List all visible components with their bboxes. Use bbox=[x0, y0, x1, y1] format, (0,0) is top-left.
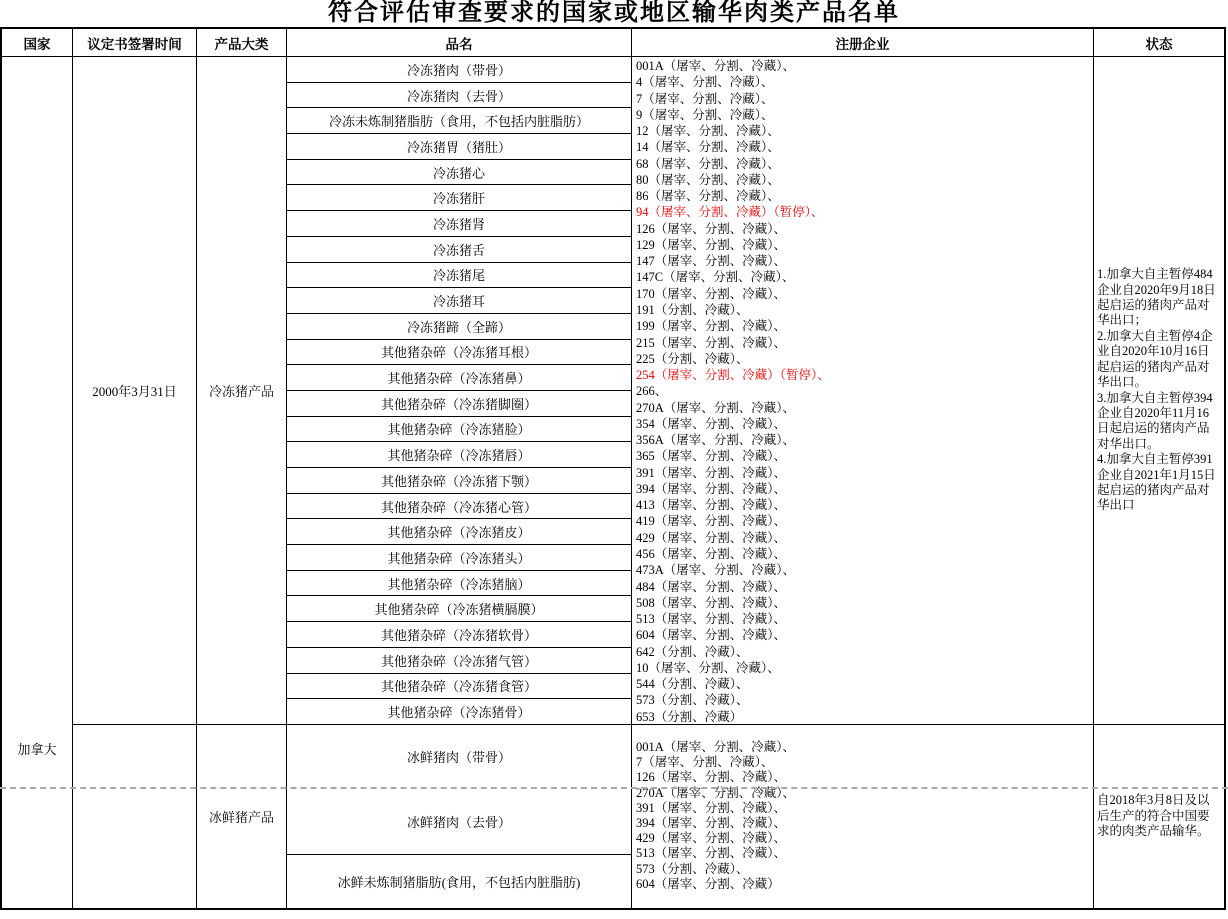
enterprise-line: 254（屠宰、分割、冷藏）（暂停）、 bbox=[636, 368, 830, 383]
enterprise-line: 147C（屠宰、分割、冷藏）、 bbox=[636, 270, 795, 285]
status-item: 1.加拿大自主暂停484企业自2020年9月18日起启运的猪肉产品对华出口； bbox=[1097, 267, 1216, 328]
enterprise-line: 513（屠宰、分割、冷藏）、 bbox=[636, 612, 787, 627]
category-cell-frozen: 冷冻猪产品 bbox=[197, 57, 286, 725]
column-country bbox=[2, 57, 73, 908]
page-break-dashed-line bbox=[0, 787, 1228, 789]
product-row: 其他猪杂碎（冷冻猪皮） bbox=[287, 519, 631, 545]
enterprise-line: 80（屠宰、分割、冷藏）、 bbox=[636, 172, 780, 187]
enterprise-line: 642（分割、冷藏）、 bbox=[636, 644, 749, 659]
protocol-date-cell-fresh bbox=[73, 725, 196, 908]
enterprise-line: 604（屠宰、分割、冷藏） bbox=[636, 876, 780, 891]
product-row: 其他猪杂碎（冷冻猪下颚） bbox=[287, 468, 631, 494]
product-row: 其他猪杂碎（冷冻猪唇） bbox=[287, 442, 631, 468]
product-row: 冷冻猪心 bbox=[287, 160, 631, 186]
enterprise-line: 7（屠宰、分割、冷藏）、 bbox=[636, 91, 774, 106]
enterprise-line: 68（屠宰、分割、冷藏）、 bbox=[636, 156, 780, 171]
product-row: 冷冻猪肉（去骨） bbox=[287, 83, 631, 109]
enterprise-line: 419（屠宰、分割、冷藏）、 bbox=[636, 514, 787, 529]
product-row: 其他猪杂碎（冷冻猪脚圈） bbox=[287, 391, 631, 417]
enterprise-line: 573（分割、冷藏）、 bbox=[636, 861, 749, 876]
enterprise-line: 354（屠宰、分割、冷藏）、 bbox=[636, 416, 787, 431]
enterprise-line: 266、 bbox=[636, 384, 668, 399]
product-row: 其他猪杂碎（冷冻猪心管） bbox=[287, 494, 631, 520]
enterprise-line: 604（屠宰、分割、冷藏）、 bbox=[636, 628, 787, 643]
status-item: 2.加拿大自主暂停4企业自2020年10月16日起启运的猪肉产品对华出口。 bbox=[1097, 328, 1213, 390]
header-cell-product-name: 品名 bbox=[287, 29, 632, 57]
enterprise-line: 7（屠宰、分割、冷藏）、 bbox=[636, 755, 774, 770]
enterprise-line: 001A（屠宰、分割、冷藏）、 bbox=[636, 740, 796, 754]
enterprise-line: 653（分割、冷藏） bbox=[636, 709, 743, 724]
enterprise-line: 94（屠宰、分割、冷藏）（暂停）、 bbox=[636, 205, 824, 220]
product-row: 冷冻未炼制猪脂肪（食用，不包括内脏脂肪） bbox=[287, 108, 631, 134]
enterprise-line: 429（屠宰、分割、冷藏）、 bbox=[636, 831, 787, 846]
enterprise-line: 484（屠宰、分割、冷藏）、 bbox=[636, 579, 787, 594]
product-row: 其他猪杂碎（冷冻猪骨） bbox=[287, 699, 631, 725]
product-row: 其他猪杂碎（冷冻猪食管） bbox=[287, 674, 631, 700]
protocol-date-cell-frozen: 2000年3月31日 bbox=[73, 57, 196, 725]
enterprise-list-frozen bbox=[632, 57, 1093, 725]
enterprise-line: 10（屠宰、分割、冷藏）、 bbox=[636, 660, 780, 675]
enterprise-line: 270A（屠宰、分割、冷藏）、 bbox=[636, 400, 796, 415]
product-row: 其他猪杂碎（冷冻猪头） bbox=[287, 545, 631, 571]
table-body bbox=[2, 57, 1224, 908]
enterprise-line: 394（屠宰、分割、冷藏）、 bbox=[636, 816, 787, 831]
product-row: 冷冻猪肾 bbox=[287, 211, 631, 237]
product-row: 冷冻猪肉（带骨） bbox=[287, 57, 631, 83]
product-row: 冷冻猪蹄（全蹄） bbox=[287, 314, 631, 340]
enterprise-list-fresh bbox=[632, 725, 1093, 908]
status-cell-frozen bbox=[1094, 57, 1224, 725]
product-row: 冷冻猪舌 bbox=[287, 237, 631, 263]
table-header-row bbox=[2, 29, 1224, 57]
header-cell-category: 产品大类 bbox=[197, 29, 287, 57]
status-item: 3.加拿大自主暂停394企业自2020年11月16日起启运的猪肉产品对华出口。 bbox=[1097, 390, 1213, 451]
enterprise-line: 9（屠宰、分割、冷藏）、 bbox=[636, 107, 774, 122]
product-row: 冷冻猪尾 bbox=[287, 263, 631, 289]
enterprise-line: 573（分割、冷藏）、 bbox=[636, 693, 749, 708]
product-row: 其他猪杂碎（冷冻猪气管） bbox=[287, 648, 631, 674]
status-cell-fresh bbox=[1094, 725, 1224, 908]
product-row: 冰鲜未炼制猪脂肪(食用，不包括内脏脂肪) bbox=[337, 875, 581, 890]
column-status bbox=[1094, 57, 1224, 908]
status-text-fresh bbox=[1094, 793, 1224, 839]
enterprise-line: 225（分割、冷藏）、 bbox=[636, 351, 749, 366]
enterprise-line: 191（分割、冷藏）、 bbox=[636, 302, 749, 317]
country-label: 加拿大 bbox=[17, 742, 57, 757]
enterprise-line: 413（屠宰、分割、冷藏）、 bbox=[636, 498, 787, 513]
product-row: 冷冻猪肝 bbox=[287, 185, 631, 211]
fresh-product-rows bbox=[287, 725, 631, 908]
category-cell-fresh: 冰鲜猪产品 bbox=[208, 810, 274, 825]
product-row: 其他猪杂碎（冷冻猪软骨） bbox=[287, 622, 631, 648]
enterprise-line: 170（屠宰、分割、冷藏）、 bbox=[636, 286, 787, 301]
product-row: 其他猪杂碎（冷冻猪脸） bbox=[287, 417, 631, 443]
enterprise-line: 12（屠宰、分割、冷藏）、 bbox=[636, 124, 780, 139]
status-item: 自2018年3月8日及以后生产的符合中国要求的肉类产品输华。 bbox=[1097, 793, 1210, 839]
column-category bbox=[197, 57, 287, 908]
enterprise-line: 001A（屠宰、分割、冷藏）、 bbox=[636, 59, 796, 73]
enterprise-line: 215（屠宰、分割、冷藏）、 bbox=[636, 335, 787, 350]
enterprise-line: 508（屠宰、分割、冷藏）、 bbox=[636, 595, 787, 610]
column-registered-enterprises bbox=[632, 57, 1094, 908]
products-table bbox=[0, 27, 1226, 910]
page-title: 符合评估审查要求的国家或地区输华肉类产品名单 bbox=[328, 0, 900, 26]
enterprise-line: 365（屠宰、分割、冷藏）、 bbox=[636, 449, 787, 464]
enterprise-line: 513（屠宰、分割、冷藏）、 bbox=[636, 846, 787, 861]
enterprise-line: 126（屠宰、分割、冷藏）、 bbox=[636, 221, 787, 236]
product-row: 其他猪杂碎（冷冻猪鼻） bbox=[287, 365, 631, 391]
header-cell-status: 状态 bbox=[1094, 29, 1224, 57]
column-product-name bbox=[287, 57, 632, 908]
column-protocol-date bbox=[73, 57, 197, 908]
product-row: 冷冻猪胃（猪肚） bbox=[287, 134, 631, 160]
header-cell-country: 国家 bbox=[2, 29, 73, 57]
enterprise-line: 126（屠宰、分割、冷藏）、 bbox=[636, 770, 787, 785]
status-text-frozen bbox=[1094, 267, 1224, 514]
product-row: 冰鲜猪肉（去骨） bbox=[287, 788, 631, 855]
enterprise-line: 544（分割、冷藏）、 bbox=[636, 677, 749, 692]
header-cell-registered-enterprises: 注册企业 bbox=[632, 29, 1094, 57]
product-row: 冷冻猪耳 bbox=[287, 288, 631, 314]
enterprise-line: 4（屠宰、分割、冷藏）、 bbox=[636, 75, 774, 90]
enterprise-line: 473A（屠宰、分割、冷藏）、 bbox=[636, 563, 796, 578]
status-item: 4.加拿大自主暂停391企业自2021年1月15日起启运的猪肉产品对华出口 bbox=[1097, 452, 1216, 513]
product-row: 其他猪杂碎（冷冻猪脑） bbox=[287, 571, 631, 597]
enterprise-line: 456（屠宰、分割、冷藏）、 bbox=[636, 546, 787, 561]
enterprise-line: 429（屠宰、分割、冷藏）、 bbox=[636, 530, 787, 545]
enterprise-line: 147（屠宰、分割、冷藏）、 bbox=[636, 254, 787, 269]
enterprise-line: 86（屠宰、分割、冷藏）、 bbox=[636, 189, 780, 204]
header-cell-protocol-date: 议定书签署时间 bbox=[73, 29, 197, 57]
product-row: 冰鲜猪肉（带骨） bbox=[406, 750, 511, 765]
enterprise-line: 270A（屠宰、分割、冷藏）、 bbox=[636, 785, 796, 800]
enterprise-line: 394（屠宰、分割、冷藏）、 bbox=[636, 481, 787, 496]
product-row: 其他猪杂碎（冷冻猪横膈膜） bbox=[287, 596, 631, 622]
enterprise-line: 356A（屠宰、分割、冷藏）、 bbox=[636, 433, 796, 448]
enterprise-line: 14（屠宰、分割、冷藏）、 bbox=[636, 140, 780, 155]
enterprise-line: 391（屠宰、分割、冷藏）、 bbox=[636, 800, 787, 815]
enterprise-line: 129（屠宰、分割、冷藏）、 bbox=[636, 237, 787, 252]
enterprise-line: 391（屠宰、分割、冷藏）、 bbox=[636, 465, 787, 480]
enterprise-line: 199（屠宰、分割、冷藏）、 bbox=[636, 319, 787, 334]
product-row: 其他猪杂碎（冷冻猪耳根） bbox=[287, 340, 631, 366]
frozen-product-rows bbox=[287, 57, 631, 725]
